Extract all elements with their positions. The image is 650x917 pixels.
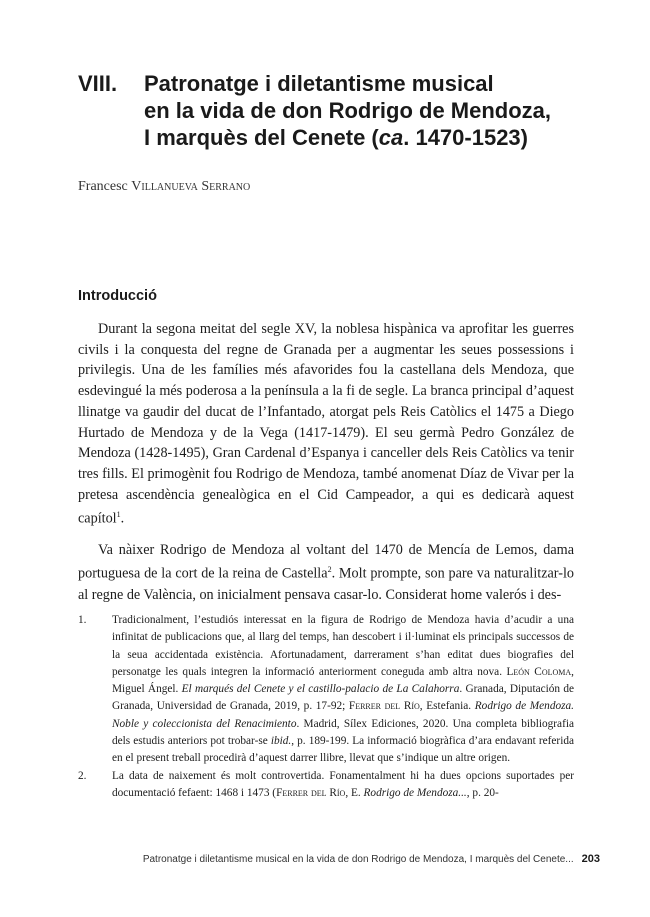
footnote-2-text-a: La data de naixement és molt controvertida. Fonamentalment hi ha dues opcions suportades per documentació fefaent: 1468 i 1473 ( bbox=[112, 769, 574, 799]
footnote-1-text-b: , Miguel Ángel. bbox=[112, 665, 574, 696]
footnote-1 bbox=[78, 612, 574, 768]
paragraph-2-text-b: . Molt prompte, son pare va naturalitzar-lo al regne de València, on inicialment pensava casar-lo. Considerat home valerós i des- bbox=[78, 566, 575, 603]
paragraph-1-end: . bbox=[120, 511, 125, 528]
footnote-2 bbox=[78, 768, 574, 803]
author-name bbox=[78, 179, 250, 195]
paragraph-2-text-a: Va nàixer Rodrigo de Mendoza al voltant del 1470 de Mencía de Lemos, dama portuguesa de la cort de la reina de Castella bbox=[78, 541, 574, 583]
footnote-1-text-f: , p. 189-199. La informació biogràfica d’ara endavant referida en el present treball procedirà d’aquest darrer llibre, llevat que s’indique un altre origen. bbox=[112, 735, 574, 765]
running-title: Patronatge i diletantisme musical en la vida de don Rodrigo de Mendoza, I marquès del Cenete... bbox=[142, 854, 574, 865]
section-title: Introducció bbox=[78, 288, 157, 304]
chapter-title-line-3 bbox=[144, 124, 604, 151]
footnote-1-text-e: . Madrid, Sílex Ediciones, 2020. Una completa bibliografia dels estudis anteriors pot trobar-se bbox=[112, 717, 574, 748]
footnote-2-number: 2. bbox=[78, 769, 87, 782]
footnote-1-text-a: Tradicionalment, l’estudiós interessat en la figura de Rodrigo de Mendoza havia d’acudir a una infinitat de publicacions que, al llarg del temps, han descobert i il·luminat els principals successos de la seua accidentada existència. Afortunadament, darrerament s’han editat dues biografies del personatge les quals integren la informació anteriorment coneguda amb altra nova. bbox=[112, 614, 574, 678]
chapter-title bbox=[144, 70, 604, 151]
paragraph-2 bbox=[78, 540, 574, 606]
body-text bbox=[78, 319, 574, 616]
footnotes bbox=[78, 612, 574, 802]
chapter-title-line-2: en la vida de don Rodrigo de Mendoza, bbox=[144, 98, 552, 123]
footnote-2-text-c: , p. 20- bbox=[466, 786, 499, 799]
footnote-ref-2[interactable]: 2 bbox=[327, 565, 332, 575]
footnote-1-text-d: , Estefania. bbox=[419, 700, 475, 713]
author-given-name: Francesc bbox=[78, 179, 128, 194]
chapter-number: VIII. bbox=[78, 71, 118, 96]
footnote-1-author-2: Ferrer del Río bbox=[348, 700, 420, 713]
footnote-2-author: Ferrer del Río bbox=[276, 786, 346, 799]
footnote-2-book-title: Rodrigo de Mendoza... bbox=[363, 786, 467, 799]
chapter-title-line-3-b: . 1470-1523) bbox=[403, 125, 528, 150]
chapter-title-line-3-a: I marquès del Cenete ( bbox=[144, 125, 379, 150]
page-footer bbox=[143, 853, 600, 865]
footnote-1-author-1: León Coloma bbox=[506, 665, 572, 678]
chapter-title-line-1: Patronatge i diletantisme musical bbox=[144, 71, 494, 96]
chapter-title-ca: ca bbox=[378, 125, 404, 150]
footnote-1-book-title-2: Rodrigo de Mendoza. Noble y coleccionista del Renacimiento bbox=[112, 700, 574, 730]
paragraph-1 bbox=[78, 319, 574, 530]
footnote-2-text-b: , E. bbox=[345, 786, 364, 799]
footnote-1-number: 1. bbox=[78, 614, 87, 626]
footnote-ref-1[interactable]: 1 bbox=[116, 510, 121, 520]
author-family-name: Villanueva Serrano bbox=[131, 179, 251, 194]
paragraph-1-text: Durant la segona meitat del segle XV, la noblesa hispànica va aprofitar les guerres civils i la conquesta del regne de Granada per a augmentar les seues possessions i privilegis. Una de les famílies més afavorides fou la castellana dels Mendoza, que esdevingué la més poderosa a la península a la fi de segle. La branca principal d’aquest llinatge va gaudir del ducat de l’Infantado, atorgat pels Reis Catòlics el 1475 a Diego Hurtado de Mendoza y de la Vega (1417-1479). El seu germà Pedro González de Mendoza (1428-1495), Gran Cardenal d’Espanya i canceller dels Reis Catòlics va tenir tres fills. El primogènit fou Rodrigo de Mendoza, també anomenat Díaz de Vivar per la pretesa ascendència genealògica en el Cid Campeador, a qui es dedicarà aquest capítol bbox=[78, 321, 574, 528]
page-number: 203 bbox=[581, 853, 600, 865]
footnote-1-text-c: . Granada, Diputación de Granada, Universidad de Granada, 2019, p. 17-92; bbox=[112, 683, 574, 713]
footnote-1-book-title-1: El marqués del Cenete y el castillo-palacio de La Calahorra bbox=[181, 683, 460, 696]
footnote-1-ibid: ibid. bbox=[270, 735, 292, 748]
